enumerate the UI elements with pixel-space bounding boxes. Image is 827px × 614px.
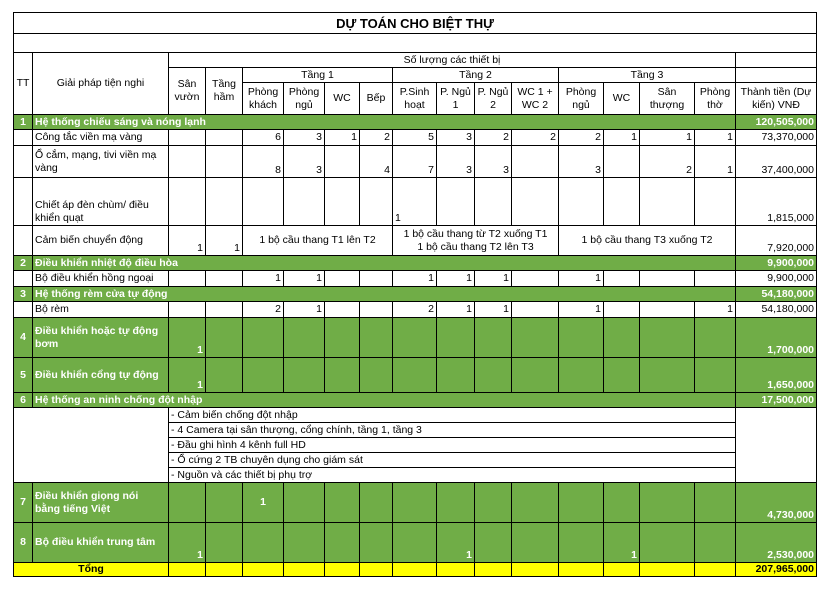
floor2-note [393,226,559,256]
qty-cell: 3 [437,146,475,178]
header-devices-group: Số lượng các thiết bị [169,53,736,68]
section-title: Hệ thống chiếu sáng và nóng lạnh [33,115,736,130]
header-floor3: Tầng 3 [559,68,736,83]
qty-cell: 1 [284,271,325,287]
qty-cell: 2 [475,130,512,146]
section-title: Điều khiển giọng nói bằng tiếng Việt [33,483,169,523]
item-name: Bộ điều khiển hồng ngoại [33,271,169,287]
item-amount: 1,815,000 [736,178,817,226]
header-col: P.Sinh hoạt [393,83,437,115]
qty-cell: 1 [243,483,284,523]
item-name: Công tắc viền mạ vàng [33,130,169,146]
qty-cell: 1 [559,302,604,318]
list-item: - Ổ cứng 2 TB chuyên dụng cho giám sát [169,453,736,468]
qty-cell: 3 [284,146,325,178]
qty-cell: 1 [169,226,206,256]
section-amount: 4,730,000 [736,483,817,523]
qty-cell: 1 [695,130,736,146]
section-number: 6 [14,393,33,408]
header-col: WC [604,83,640,115]
floor3-note: 1 bộ cầu thang T3 xuống T2 [559,226,736,256]
qty-cell: 1 [604,130,640,146]
section-number: 4 [14,318,33,358]
qty-cell: 1 [437,302,475,318]
header-col: WC 1 + WC 2 [512,83,559,115]
qty-cell: 5 [393,130,437,146]
header-solution: Giải pháp tiện nghi [33,53,169,115]
section-amount: 120,505,000 [736,115,817,130]
section-title: Bộ điều khiển trung tâm [33,523,169,563]
page-title: DỰ TOÁN CHO BIỆT THỰ [14,13,817,34]
section-amount: 54,180,000 [736,287,817,302]
section-amount: 1,650,000 [736,358,817,393]
qty-cell: 1 [325,130,360,146]
qty-cell: 1 [437,523,475,563]
item-amount: 9,900,000 [736,271,817,287]
section-number: 1 [14,115,33,130]
list-item: - Đầu ghi hình 4 kênh full HD [169,438,736,453]
floor2-note-line: 1 bộ cầu thang T2 lên T3 [417,240,534,253]
qty-cell: 2 [243,302,284,318]
total-amount: 207,965,000 [736,563,817,577]
table-row [14,271,817,287]
qty-cell: 1 [393,178,437,226]
qty-cell: 2 [559,130,604,146]
qty-cell: 3 [437,130,475,146]
header-san-vuon: Sân vườn [169,68,206,115]
table-row [14,146,817,178]
item-name: Bộ rèm [33,302,169,318]
section-title: Điều khiển nhiệt độ điều hòa [33,256,736,271]
qty-cell: 1 [393,271,437,287]
table-row [14,226,817,256]
header-col: Phòng thờ [695,83,736,115]
total-label: Tổng [14,563,169,577]
section-title: Hệ thống rèm cửa tự động [33,287,736,302]
list-item: - Cảm biến chống đột nhập [169,408,736,423]
qty-cell: 1 [169,523,206,563]
qty-cell: 1 [206,226,243,256]
item-amount: 54,180,000 [736,302,817,318]
section-number: 8 [14,523,33,563]
table-row [14,178,817,226]
header-tang-ham: Tầng hầm [206,68,243,115]
estimate-table [13,12,817,577]
qty-cell: 1 [243,271,284,287]
header-col: Sân thượng [640,83,695,115]
header-col: P. Ngủ 1 [437,83,475,115]
header-col: WC [325,83,360,115]
qty-cell: 3 [475,146,512,178]
qty-cell: 3 [559,146,604,178]
header-col: Bếp [360,83,393,115]
header-col: Phòng ngủ [284,83,325,115]
section-amount: 1,700,000 [736,318,817,358]
table-row [14,302,817,318]
section-number: 7 [14,483,33,523]
section-title: Điều khiển hoặc tự động bơm [33,318,169,358]
qty-cell: 1 [604,523,640,563]
qty-cell: 1 [695,302,736,318]
qty-cell: 2 [640,146,695,178]
qty-cell: 1 [640,130,695,146]
section-amount: 9,900,000 [736,256,817,271]
floor2-note-line: 1 bộ cầu thang từ T2 xuống T1 [403,227,548,240]
header-amount: Thành tiền (Dự kiến) VNĐ [736,83,817,115]
qty-cell: 1 [695,146,736,178]
qty-cell: 1 [559,271,604,287]
header-floor1: Tầng 1 [243,68,393,83]
qty-cell: 1 [169,318,206,358]
header-amount-mid [736,68,817,83]
section-amount: 2,530,000 [736,523,817,563]
section-number: 2 [14,256,33,271]
item-amount: 7,920,000 [736,226,817,256]
list-item: - Nguồn và các thiết bị phụ trợ [169,468,736,483]
item-name: Chiết áp đèn chùm/ điều khiển quạt [33,178,169,226]
qty-cell: 8 [243,146,284,178]
header-tt: TT [14,53,33,115]
section-title: Hệ thống an ninh chống đột nhập [33,393,736,408]
header-col: P. Ngủ 2 [475,83,512,115]
qty-cell: 4 [360,146,393,178]
spacer-row [14,34,817,53]
qty-cell: 1 [475,302,512,318]
header-amount-top [736,53,817,68]
item-amount: 37,400,000 [736,146,817,178]
qty-cell: 2 [393,302,437,318]
qty-cell: 3 [284,130,325,146]
floor1-note: 1 bộ cầu thang T1 lên T2 [243,226,393,256]
item-amount: 73,370,000 [736,130,817,146]
qty-cell: 1 [284,302,325,318]
section-title: Điều khiển cổng tự động [33,358,169,393]
header-col: Phòng ngủ [559,83,604,115]
section-amount: 17,500,000 [736,393,817,408]
qty-cell: 1 [169,358,206,393]
qty-cell: 1 [475,271,512,287]
section-number: 3 [14,287,33,302]
item-name: Ổ cắm, mạng, tivi viền mạ vàng [33,146,169,178]
section-number: 5 [14,358,33,393]
item-name: Cảm biến chuyển động [33,226,169,256]
qty-cell: 2 [360,130,393,146]
qty-cell: 7 [393,146,437,178]
table-row [14,130,817,146]
qty-cell: 2 [512,130,559,146]
header-col: Phòng khách [243,83,284,115]
qty-cell: 6 [243,130,284,146]
list-item: - 4 Camera tại sân thượng, cổng chính, tầng 1, tầng 3 [169,423,736,438]
header-floor2: Tầng 2 [393,68,559,83]
qty-cell: 1 [437,271,475,287]
